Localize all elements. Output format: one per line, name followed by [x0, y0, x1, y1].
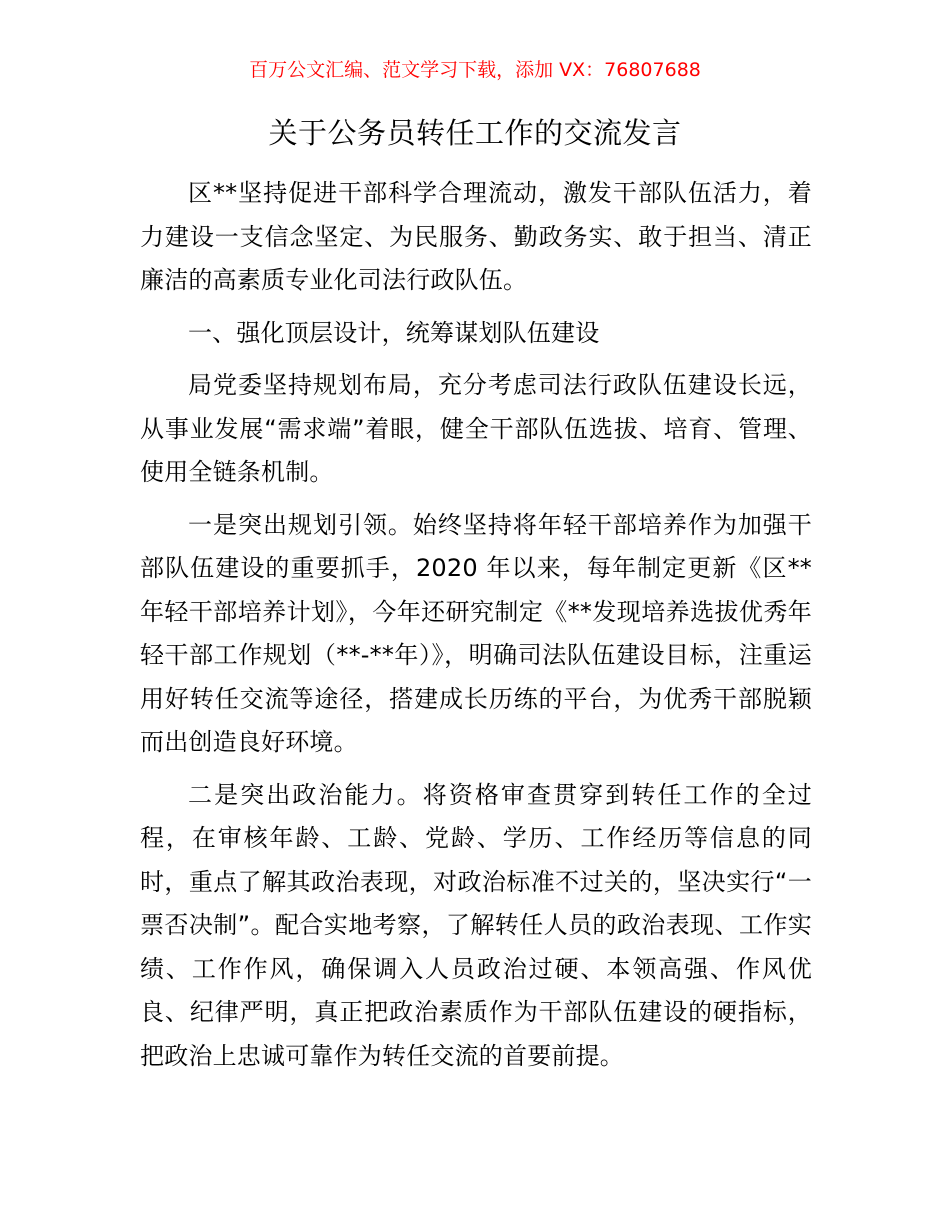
paragraph-intro: 区**坚持促进干部科学合理流动，激发干部队伍活力，着力建设一支信念坚定、为民服务、勤政务实、敢于担当、清正廉洁的高素质专业化司法行政队伍。: [140, 179, 812, 294]
paragraph-planning: 一是突出规划引领。始终坚持将年轻干部培养作为加强干部队伍建设的重要抓手，2020 年以来，每年制定更新《区**年轻干部培养计划》，今年还研究制定《**发现培养选拔优秀年轻干部工作规划（**-**年）》，明确司法队伍建设目标，注重运用好转任交流等途径，搭建成长历练的平台，为优秀干部脱颖而出创造良好环境。: [140, 510, 812, 756]
paragraph-political-ability: 二是突出政治能力。将资格审查贯穿到转任工作的全过程，在审核年龄、工龄、党龄、学历、工作经历等信息的同时，重点了解其政治表现，对政治标准不过关的，坚决实行“一票否决制”。配合实地考察，了解转任人员的政治表现、工作实绩、工作作风，确保调入人员政治过硬、本领高强、作风优良、纪律严明，真正把政治素质作为干部队伍建设的硬指标，把政治上忠诚可靠作为转任交流的首要前提。: [140, 780, 812, 1070]
section-heading-1: 一、强化顶层设计，统筹谋划队伍建设: [188, 318, 600, 347]
document-body: [140, 172, 812, 1087]
document-title: 关于公务员转任工作的交流发言: [268, 116, 682, 150]
paragraph-section-1-intro: 局党委坚持规划布局，充分考虑司法行政队伍建设长远，从事业发展“需求端”着眼，健全干部队伍选拔、培育、管理、使用全链条机制。: [140, 371, 812, 486]
header-watermark: 百万公文汇编、范文学习下载，添加 VX：76807688: [249, 59, 701, 81]
